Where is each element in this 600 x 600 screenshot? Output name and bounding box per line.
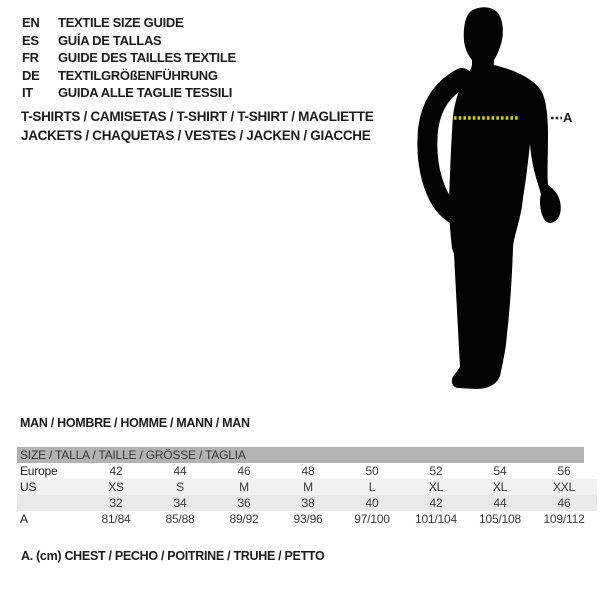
- size-cell: 109/112: [543, 512, 585, 526]
- language-item: [22, 67, 236, 85]
- category-tshirts-line: T-SHIRTS / CAMISETAS / T-SHIRT / T-SHIRT / MAGLIETTE: [21, 109, 374, 124]
- size-cell: 46: [237, 464, 251, 478]
- measure-label-a: A: [563, 110, 573, 125]
- size-cell: XS: [108, 480, 124, 494]
- size-cell: 48: [301, 464, 315, 478]
- row-label: Europe: [20, 464, 58, 478]
- size-table: [17, 447, 597, 527]
- category-jackets-line: JACKETS / CHAQUETAS / VESTES / JACKEN / GIACCHE: [21, 127, 371, 143]
- size-cell: 36: [237, 496, 251, 510]
- man-silhouette-icon: [410, 4, 575, 396]
- size-cell: XL: [428, 480, 444, 494]
- size-cell: 50: [365, 464, 379, 478]
- language-label: GUIDA ALLE TAGLIE TESSILI: [58, 85, 233, 101]
- language-guide-list: [22, 14, 236, 102]
- language-label: TEXTILE SIZE GUIDE: [58, 15, 184, 31]
- language-item: [22, 49, 236, 67]
- size-cell: M: [303, 480, 313, 494]
- size-cell: 105/108: [479, 512, 521, 526]
- size-cell: S: [176, 480, 184, 494]
- language-label: TEXTILGRÖßENFÜHRUNG: [58, 67, 218, 83]
- language-code: FR: [22, 50, 39, 66]
- language-code: IT: [22, 85, 33, 101]
- size-cell: 40: [365, 496, 379, 510]
- language-item: [22, 84, 236, 102]
- language-item: [22, 14, 236, 32]
- size-cell: 101/104: [415, 512, 457, 526]
- size-cell: XXL: [552, 480, 576, 494]
- table-row-numeric: [17, 495, 597, 511]
- size-cell: 52: [429, 464, 443, 478]
- row-label: A: [20, 512, 28, 526]
- table-row-chest: [17, 511, 597, 527]
- table-row-us: [17, 479, 597, 495]
- size-cell: 81/84: [101, 512, 131, 526]
- size-cell: XL: [492, 480, 508, 494]
- measurement-footnote: A. (cm) CHEST / PECHO / POITRINE / TRUHE / PETTO: [21, 549, 325, 563]
- language-label: GUIDE DES TAILLES TEXTILE: [58, 50, 236, 66]
- size-cell: 46: [557, 496, 571, 510]
- size-cell: 44: [173, 464, 187, 478]
- size-cell: 42: [109, 464, 123, 478]
- language-code: EN: [22, 15, 40, 31]
- size-cell: 89/92: [229, 512, 259, 526]
- size-cell: M: [239, 480, 249, 494]
- language-label: GUÍA DE TALLAS: [58, 32, 162, 48]
- size-cell: 34: [173, 496, 187, 510]
- size-cell: 56: [557, 464, 571, 478]
- language-code: DE: [22, 67, 40, 83]
- size-cell: 85/88: [165, 512, 195, 526]
- row-label: US: [20, 480, 37, 494]
- table-row-europe: [17, 463, 597, 479]
- size-table-header: SIZE / TALLA / TAILLE / GRÖSSE / TAGLIA: [17, 447, 584, 463]
- language-item: [22, 32, 236, 50]
- size-cell: 97/100: [354, 512, 390, 526]
- category-heading: [21, 108, 373, 145]
- size-cell: 42: [429, 496, 443, 510]
- gender-heading: MAN / HOMBRE / HOMME / MANN / MAN: [20, 416, 250, 430]
- size-cell: 32: [109, 496, 123, 510]
- size-cell: 93/96: [293, 512, 323, 526]
- size-cell: 38: [301, 496, 315, 510]
- language-code: ES: [22, 32, 39, 48]
- size-cell: 44: [493, 496, 507, 510]
- size-cell: L: [368, 480, 376, 494]
- size-cell: 54: [493, 464, 507, 478]
